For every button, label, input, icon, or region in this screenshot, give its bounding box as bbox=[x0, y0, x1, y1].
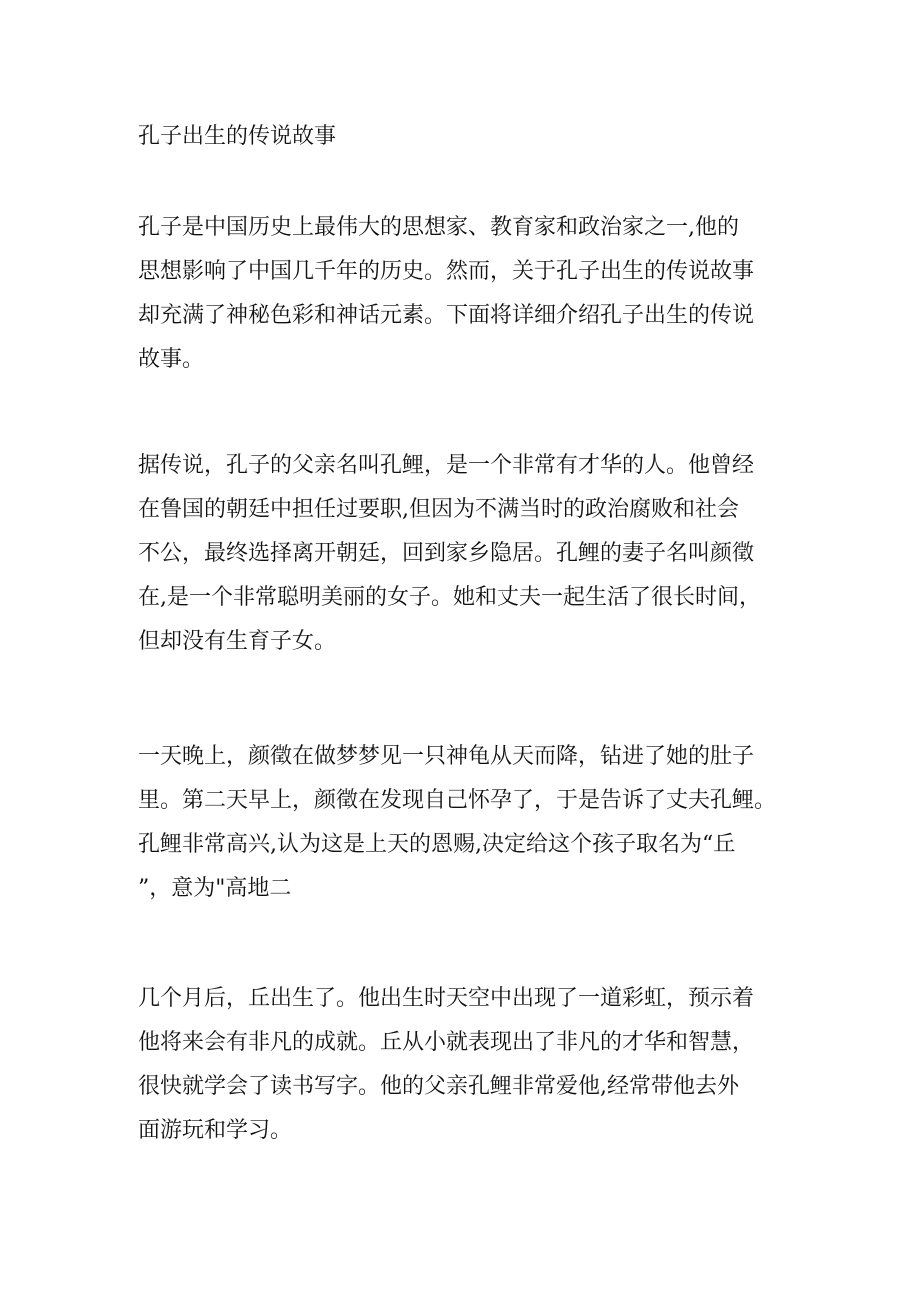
paragraph-2-line-5: 但却没有生育子女。 bbox=[138, 629, 337, 654]
paragraph-1-line-1: 孔子是中国历史上最伟大的思想家、教育家和政治家之一,他的 bbox=[138, 215, 739, 240]
paragraph-4 bbox=[138, 977, 788, 1153]
paragraph-3-line-2: 里。第二天早上，颜徵在发现自己怀孕了，于是告诉了丈夫孔鲤。 bbox=[138, 788, 777, 813]
paragraph-2-line-4: 在,是一个非常聪明美丽的女子。她和丈夫一起生活了很长时间， bbox=[138, 585, 761, 610]
paragraph-3-line-4: ”，意为"高地二 bbox=[138, 876, 292, 901]
paragraph-3-line-3: 孔鲤非常高兴,认为这是上天的恩赐,决定给这个孩子取名为“丘 bbox=[138, 832, 736, 857]
paragraph-1-line-4: 故事。 bbox=[138, 347, 205, 372]
paragraph-1-line-3: 却充满了神秘色彩和神话元素。下面将详细介绍孔子出生的传说 bbox=[138, 303, 755, 328]
paragraph-1 bbox=[138, 206, 788, 382]
paragraph-4-line-2: 他将来会有非凡的成就。丘从小就表现出了非凡的才华和智慧， bbox=[138, 1030, 755, 1055]
paragraph-4-line-1: 几个月后，丘出生了。他出生时天空中出现了一道彩虹，预示着 bbox=[138, 986, 755, 1011]
paragraph-3 bbox=[138, 735, 788, 911]
paragraph-2-line-1: 据传说，孔子的父亲名叫孔鲤，是一个非常有才华的人。他曾经 bbox=[138, 453, 755, 478]
paragraph-2-line-2: 在鲁国的朝廷中担任过要职,但因为不满当时的政治腐败和社会 bbox=[138, 497, 739, 522]
paragraph-2 bbox=[138, 444, 788, 664]
paragraph-4-line-4: 面游玩和学习。 bbox=[138, 1118, 293, 1143]
paragraph-4-line-3: 很快就学会了读书写字。他的父亲孔鲤非常爱他,经常带他去外 bbox=[138, 1074, 739, 1099]
document-title: 孔子出生的传说故事 bbox=[138, 124, 337, 149]
paragraph-1-line-2: 思想影响了中国几千年的历史。然而，关于孔子出生的传说故事 bbox=[138, 259, 755, 284]
paragraph-3-line-1: 一天晚上，颜徵在做梦梦见一只神龟从天而降，钻进了她的肚子 bbox=[138, 744, 755, 769]
paragraph-2-line-3: 不公，最终选择离开朝廷，回到家乡隐居。孔鲤的妻子名叫颜徵 bbox=[138, 541, 755, 566]
